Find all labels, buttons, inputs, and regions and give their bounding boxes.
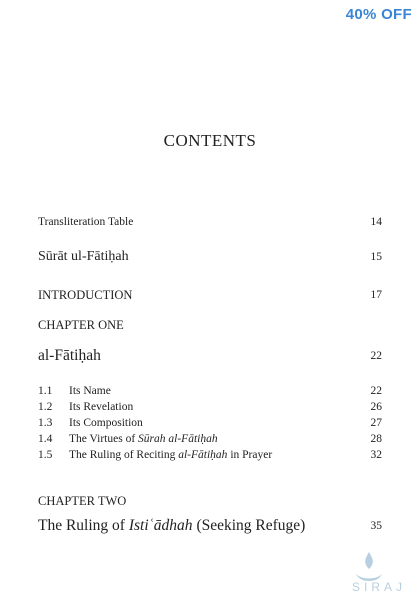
- section-number: 1.4: [38, 433, 53, 445]
- toc-page-number: 28: [370, 433, 382, 445]
- toc-page-number: 17: [370, 289, 382, 301]
- toc-entry-label: Sūrāt ul-Fātiḥah: [38, 249, 129, 264]
- toc-entry-label: Its Name: [69, 385, 111, 397]
- toc-page-number: 22: [370, 385, 382, 397]
- toc-page-number: 15: [370, 251, 382, 263]
- toc-page-number: 14: [370, 216, 382, 228]
- toc-page-number: 35: [370, 520, 382, 532]
- watermark-text: SIRAJ: [351, 580, 406, 594]
- toc-entry-italic: Sūrah al-Fātiḥah: [138, 433, 218, 445]
- section-number: 1.1: [38, 385, 53, 397]
- toc-chapter-one: [38, 318, 382, 333]
- discount-badge: 40% OFF: [345, 6, 412, 23]
- toc-entry-label: The Virtues of: [69, 433, 139, 445]
- section-number: 1.2: [38, 401, 53, 413]
- toc-entry-label-suffix: (Seeking Refuge): [192, 517, 306, 534]
- chapter-label: CHAPTER ONE: [38, 318, 124, 332]
- toc-page-number: 26: [370, 401, 382, 413]
- toc-entry-label: Its Revelation: [69, 401, 134, 413]
- toc-entry-label: al-Fātiḥah: [38, 347, 101, 364]
- toc-entry-label: The Ruling of Reciting: [69, 449, 179, 461]
- toc-entry-al-fatihah[interactable]: [38, 347, 382, 365]
- toc-page-number: 32: [370, 449, 382, 461]
- toc-page-number: 22: [370, 350, 382, 362]
- toc-entry-label: Transliteration Table: [38, 216, 134, 228]
- page-title: CONTENTS: [163, 131, 257, 150]
- toc-entry-italic: Istiʿādhah: [128, 517, 193, 534]
- toc-entry-surat[interactable]: [38, 249, 382, 265]
- toc-entry-ruling-reciting[interactable]: [69, 449, 272, 461]
- section-number: 1.3: [38, 417, 53, 429]
- toc-entry-its-name[interactable]: [69, 385, 111, 397]
- toc-entry-label: INTRODUCTION: [38, 288, 133, 302]
- toc-entry-transliteration[interactable]: [38, 216, 382, 228]
- toc-entry-its-revelation[interactable]: [69, 401, 133, 413]
- toc-entry-istiadhah[interactable]: [38, 517, 382, 535]
- toc-entry-label: The Ruling of: [38, 517, 129, 534]
- section-number: 1.5: [38, 449, 53, 461]
- toc-entry-italic: al-Fātiḥah: [178, 449, 228, 461]
- toc-page-number: 27: [370, 417, 382, 429]
- toc-entry-its-composition[interactable]: [69, 417, 143, 429]
- toc-entry-label-suffix: in Prayer: [227, 449, 273, 461]
- toc-entry-label: Its Composition: [69, 417, 143, 429]
- toc-entry-introduction[interactable]: [38, 288, 382, 303]
- toc-chapter-two: [38, 494, 382, 509]
- chapter-label: CHAPTER TWO: [38, 494, 127, 508]
- toc-entry-virtues[interactable]: [69, 433, 218, 445]
